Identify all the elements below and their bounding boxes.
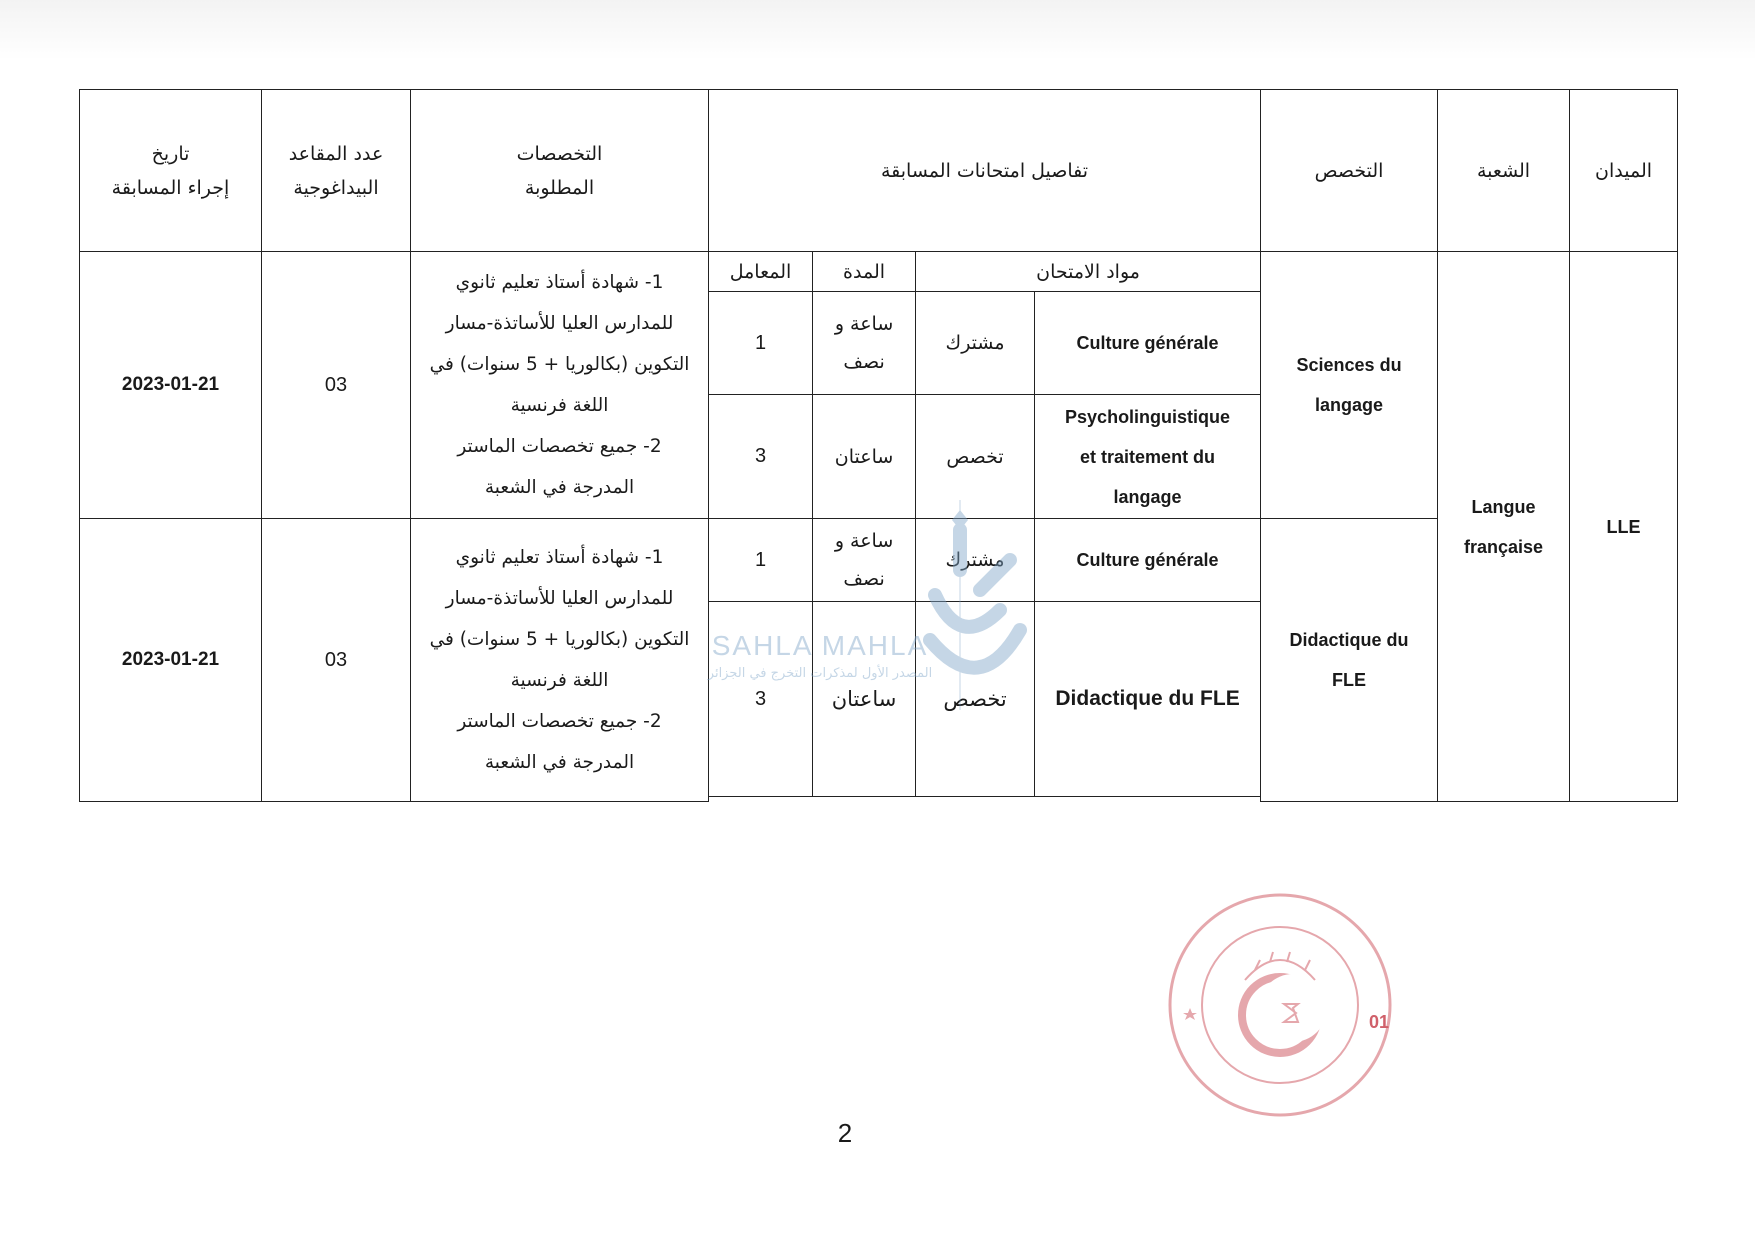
- stamp-number: 01: [1369, 1012, 1390, 1032]
- watermark-brand: SAHLA MAHLA: [711, 630, 929, 661]
- exam-type: مشترك: [916, 519, 1035, 602]
- exam-duration: ساعة و نصف: [813, 519, 916, 602]
- exam-duration: ساعتان: [813, 602, 916, 797]
- exam-coefficient: 3: [709, 395, 813, 519]
- header-row: [80, 90, 1678, 252]
- exam-coefficient: 1: [709, 292, 813, 395]
- exam-coefficient: 1: [709, 519, 813, 602]
- exam-coefficient: 3: [709, 602, 813, 797]
- header-required-specialties: التخصصات المطلوبة: [411, 90, 709, 252]
- exam-subject: Culture générale: [1035, 292, 1261, 395]
- page-number: 2: [837, 1118, 853, 1148]
- exam-type: تخصص: [916, 602, 1035, 797]
- exam-subject: Didactique du FLE: [1035, 602, 1261, 797]
- exam-type: مشترك: [916, 292, 1035, 395]
- branch-cell: Langue française: [1438, 252, 1570, 802]
- competition-table: [79, 89, 1678, 802]
- header-date: تاريخ إجراء المسابقة: [80, 90, 262, 252]
- specialty-cell-1: Sciences du langage: [1261, 252, 1438, 519]
- watermark-tagline: المصدر الأول لمذكرات التخرج في الجزائر: [707, 666, 933, 681]
- scan-top-shade: [0, 0, 1755, 60]
- official-stamp: [1165, 890, 1395, 1120]
- exam-type: تخصص: [916, 395, 1035, 519]
- header-specialty: التخصص: [1261, 90, 1438, 252]
- seats-1: 03: [262, 252, 411, 519]
- subheader-row: [80, 252, 1678, 292]
- date-2: 2023-01-21: [80, 519, 262, 802]
- required-specialties-1: 1- شهادة أستاذ تعليم ثانوي للمدارس العليا للأساتذة-مسار التكوين (بكالوريا + 5 سنوات) في اللغة فرنسية 2- جميع تخصصات الماستر المدرجة في الشعبة: [411, 252, 709, 519]
- field-cell: LLE: [1570, 252, 1678, 802]
- exam-subject: Psycholinguistique et traitement du langage: [1035, 395, 1261, 519]
- exam-duration: ساعة و نصف: [813, 292, 916, 395]
- date-1: 2023-01-21: [80, 252, 262, 519]
- header-field: الميدان: [1570, 90, 1678, 252]
- required-specialties-2: 1- شهادة أستاذ تعليم ثانوي للمدارس العليا للأساتذة-مسار التكوين (بكالوريا + 5 سنوات) في اللغة فرنسية 2- جميع تخصصات الماستر المدرجة في الشعبة: [411, 519, 709, 802]
- specialty-cell-2: Didactique du FLE: [1261, 519, 1438, 802]
- subheader-subjects: مواد الامتحان: [916, 252, 1261, 292]
- header-branch: الشعبة: [1438, 90, 1570, 252]
- seats-2: 03: [262, 519, 411, 802]
- exam-subject: Culture générale: [1035, 519, 1261, 602]
- stamp-seal-icon: [1165, 890, 1395, 1120]
- subheader-duration: المدة: [813, 252, 916, 292]
- header-exam-details: تفاصيل امتحانات المسابقة: [709, 90, 1261, 252]
- subheader-coefficient: المعامل: [709, 252, 813, 292]
- header-seats: عدد المقاعد البيداغوجية: [262, 90, 411, 252]
- exam-duration: ساعتان: [813, 395, 916, 519]
